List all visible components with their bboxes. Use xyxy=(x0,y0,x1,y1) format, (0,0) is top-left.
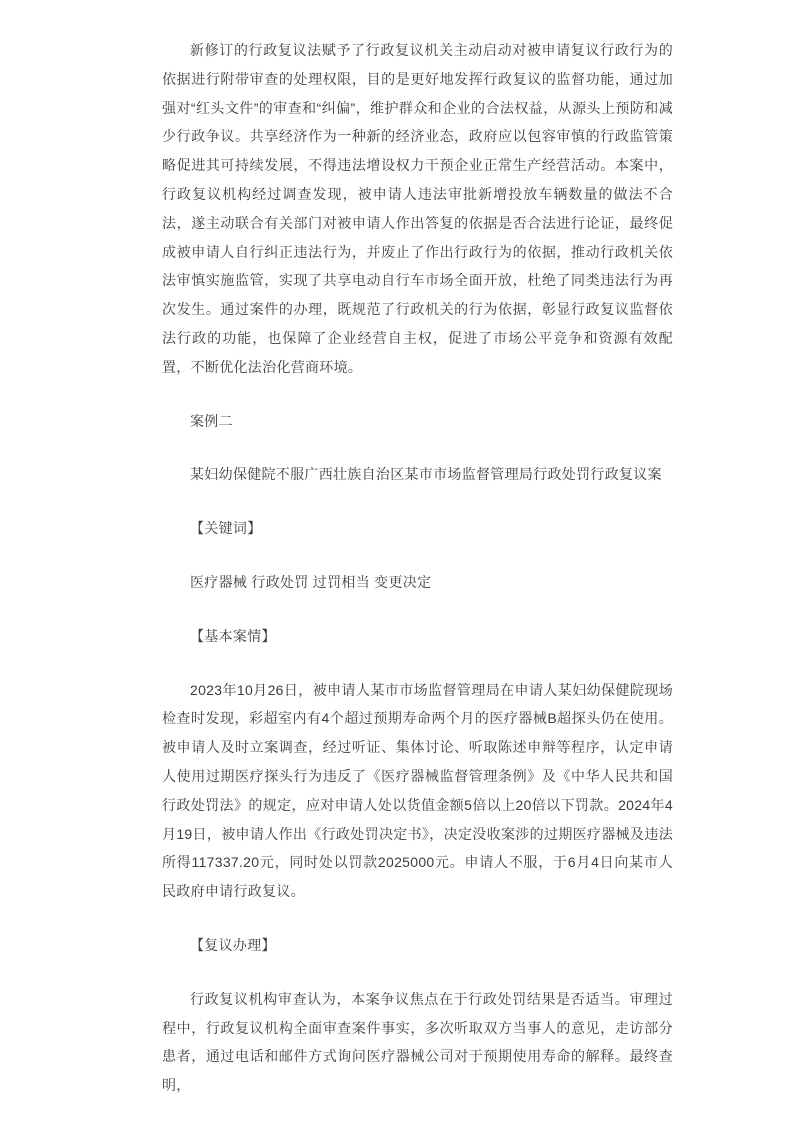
keywords-list: 医疗器械 行政处罚 过罚相当 变更决定 xyxy=(190,573,432,590)
review-handling-paragraph: 行政复议机构审查认为，本案争议焦点在于行政处罚结果是否适当。审理过程中，行政复议机构全面审查案件事实，多次听取双方当事人的意见，走访部分患者，通过电话和邮件方式询问医疗器械公司对于预期使用寿命的解释。最终查明， xyxy=(162,990,673,1094)
paragraph-intro-analysis: 新修订的行政复议法赋予了行政复议机关主动启动对被申请复议行政行为的依据进行附带审查的处理权限，目的是更好地发挥行政复议的监督功能，通过加强对“红头文件”的审查和“纠偏”，维护群众和企业的合法权益，从源头上预防和减少行政争议。共享经济作为一种新的经济业态，政府应以包容审慎的行政监管策略促进其可持续发展，不得违法增设权力干预企业正常生产经营活动。本案中，行政复议机构经过调查发现，被申请人违法审批新增投放车辆数量的做法不合法，遂主动联合有关部门对被申请人作出答复的依据是否合法进行论证，最终促成被申请人自行纠正违法行为，并废止了作出行政行为的依据，推动行政机关依法审慎实施监管，实现了共享电动自行车市场全面开放，杜绝了同类违法行为再次发生。通过案件的办理，既规范了行政机关的行为依据，彰显行政复议监督依法行政的功能，也保障了企业经营自主权，促进了市场公平竞争和资源有效配置，不断优化法治化营商环境。 xyxy=(162,42,673,375)
keywords-section-label: 【关键词】 xyxy=(190,520,262,537)
basic-facts-paragraph: 2023年10月26日，被申请人某市市场监督管理局在申请人某妇幼保健院现场检查时发现，彩超室内有4个超过预期寿命两个月的医疗器械B超探头仍在使用。被申请人及时立案调查，经过听证、集体讨论、听取陈述申辩等程序，认定申请人使用过期医疗探头行为违反了《医疗器械监督管理条例》及《中华人民共和国行政处罚法》的规定，应对申请人处以货值金额5倍以上20倍以下罚款。2024年4月19日，被申请人作出《行政处罚决定书》，决定没收案涉的过期医疗器械及违法所得117337.20元，同时处以罚款2025000元。申请人不服，于6月4日向某市人民政府申请行政复议。 xyxy=(162,681,673,900)
basic-facts-section-label: 【基本案情】 xyxy=(190,627,276,644)
case-number-heading: 案例二 xyxy=(190,412,233,429)
review-handling-section-label: 【复议办理】 xyxy=(190,936,276,953)
case-title: 某妇幼保健院不服广西壮族自治区某市市场监督管理局行政处罚行政复议案 xyxy=(190,466,662,483)
